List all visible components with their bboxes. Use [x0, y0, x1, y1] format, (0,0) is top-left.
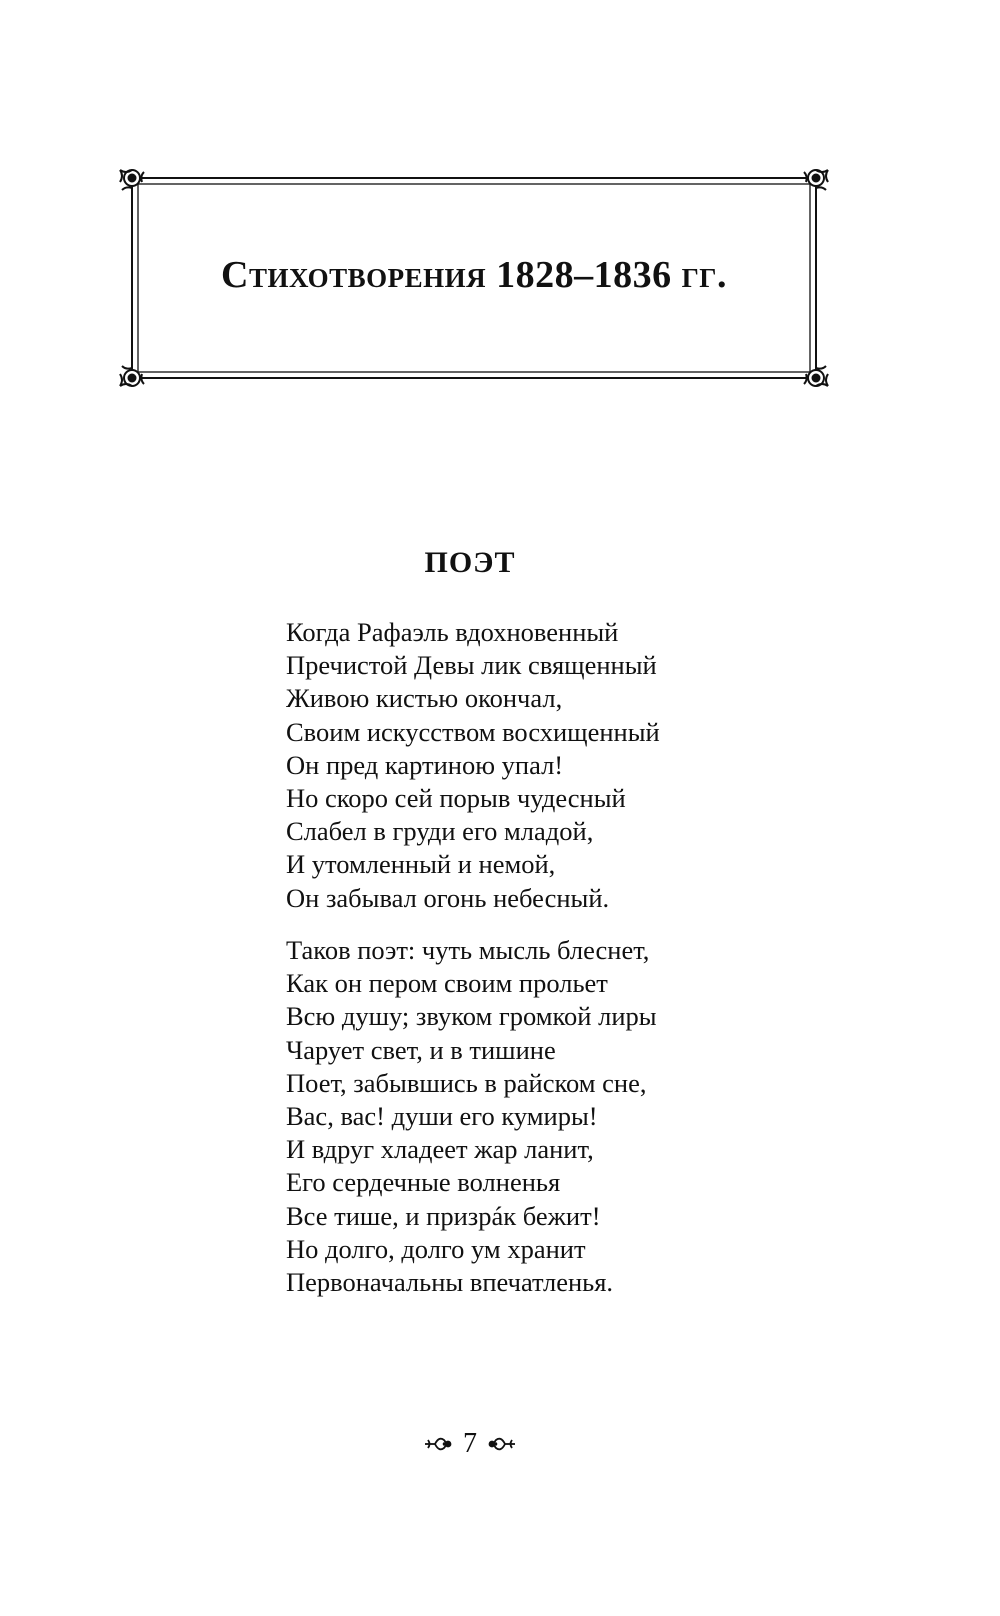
poem-line: Вас, вас! души его кумиры! — [286, 1101, 598, 1132]
poem-line: Всю душу; звуком громкой лиры — [286, 1001, 657, 1032]
section-title — [118, 256, 830, 294]
fleuron-right-icon — [487, 1434, 517, 1454]
poem-line: Все тише, и призрáк бежит! — [286, 1200, 601, 1231]
poem-line: Он пред картиною упал! — [286, 749, 564, 780]
poem-line: Слабел в груди его младой, — [286, 816, 594, 847]
poem-line: Пречистой Девы лик священный — [286, 650, 657, 681]
poem-line: Первоначальны впечатленья. — [286, 1267, 614, 1298]
page-footer — [0, 1424, 940, 1464]
poem-line: Он забывал огонь небесный. — [286, 882, 610, 913]
fleuron-left-icon — [423, 1434, 453, 1454]
poem-line: Его сердечные волненья — [286, 1167, 561, 1198]
poem-line: Живою кистью окончал, — [286, 683, 563, 714]
poem-line: Когда Рафаэль вдохновенный — [286, 617, 619, 647]
poem-line: Своим искусством восхищенный — [286, 716, 660, 747]
stanza-1 — [286, 616, 806, 915]
poem-line: Но долго, долго ум хранит — [286, 1233, 586, 1264]
poem-line: Таков поэт: чуть мысль блеснет, — [286, 935, 650, 965]
stanza-2 — [286, 934, 806, 1299]
section-header-frame — [118, 168, 830, 388]
section-title-years: 1828–1836 — [496, 254, 672, 296]
poem-line: Но скоро сей порыв чудесный — [286, 783, 626, 814]
poem-line: И утомленный и немой, — [286, 849, 556, 880]
poem-line: Как он пером своим прольет — [286, 968, 608, 999]
poem-line: Поет, забывшись в райском сне, — [286, 1067, 647, 1098]
poem-line: Чарует свет, и в тишине — [286, 1034, 556, 1065]
section-title-word: Стихотворения — [221, 254, 487, 296]
poem-line: И вдруг хладеет жар ланит, — [286, 1134, 594, 1165]
page-number: 7 — [463, 1428, 477, 1459]
section-title-suffix: гг. — [681, 254, 727, 296]
poem-title: ПОЭТ — [424, 546, 516, 579]
